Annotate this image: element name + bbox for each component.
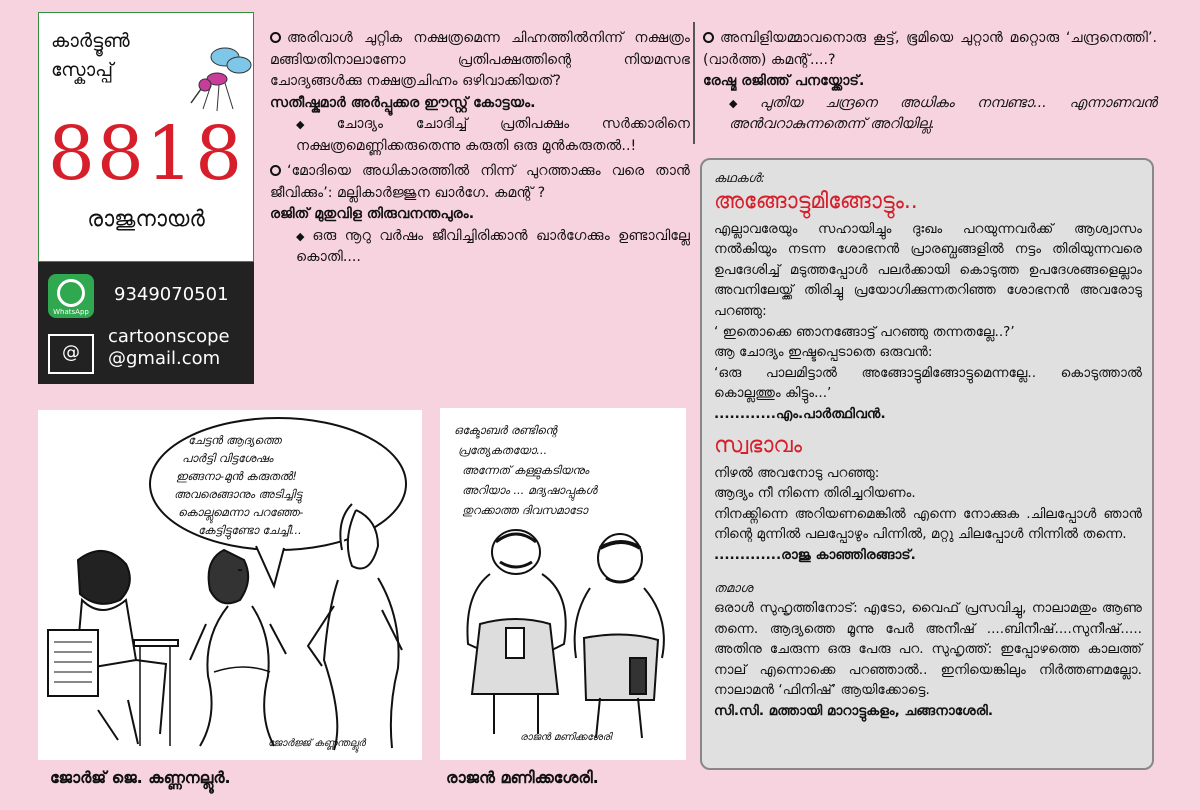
column-divider xyxy=(693,22,695,144)
story-paragraph: നിനക്ക്നിന്നെ അറിയണമെങ്കിൽ എന്നെ നോക്കുക .ചിലപ്പോൾ ഞാൻ നിന്റെ മുന്നിൽ പലപ്പോഴും പിന്നിൽ, മറ്റു ചിലപ്പോൾ നിന്നിൽ തന്നെ. xyxy=(714,505,1142,543)
speech-line: കേട്ടിട്ടുണ്ടോ ചേച്ചീ... xyxy=(198,523,302,537)
speech-line: അന്നേത് കള്ളുകടിയനും xyxy=(462,463,589,477)
answer xyxy=(270,114,690,157)
section-label-stories: കഥകൾ: xyxy=(714,170,765,185)
phone-number: 9349070501 xyxy=(114,284,229,305)
question-author: സതീഷ്കുമാർ അർപ്പൂക്കര ഈസ്റ്റ് കോട്ടയം. xyxy=(270,94,536,111)
answer-text: പുതിയ ചന്ദ്രനെ അധികം നമ്പണ്ടാ... എന്നാണവൻ അൻവറാകുന്നതെന്ന് അറിയില്ല. xyxy=(729,94,1157,132)
qa-column-middle xyxy=(270,28,690,269)
cartoonist-signature: രാജൻ മണിക്കശേരി xyxy=(520,732,612,743)
cartoonist-signature: ജോർജ്ജ് കണ്ണന്തല്ലൂർ xyxy=(268,738,366,749)
diamond-icon: ◆ xyxy=(296,229,309,243)
answer xyxy=(270,226,690,269)
masthead-title-panel xyxy=(38,12,254,262)
question-text: ‘മോദിയെ അധികാരത്തിൽ നിന്ന് പുറത്താക്കും വരെ താൻ ജീവിക്കും’: മല്ലികാർജ്ജുന ഖാർഗേ. കമന്റ് ? xyxy=(270,163,690,201)
speech-line: ഒക്ടോബർ രണ്ടിന്റെ xyxy=(454,423,557,437)
question xyxy=(703,28,1157,71)
speech-line: തുറക്കാത്ത ദിവസമാടോ xyxy=(462,503,588,517)
question-bullet-icon xyxy=(270,165,281,176)
story-title: അങ്ങോട്ടുമിങ്ങോട്ടും.. xyxy=(714,188,918,214)
question-bullet-icon xyxy=(270,32,281,43)
whatsapp-label: WhatsApp xyxy=(53,308,89,316)
story-paragraph: നിഴൽ അവനോടു പറഞ്ഞു: xyxy=(714,464,880,481)
diamond-icon: ◆ xyxy=(729,96,756,110)
cartoon-caption: ജോർജ് ജെ. കണ്ണനല്ലൂർ. xyxy=(50,768,231,787)
speech-line: പാർട്ടി വിട്ടശേഷം xyxy=(182,451,274,465)
speech-line: പ്രത്യേകതയോ... xyxy=(458,443,548,457)
column-title-line1: കാർട്ടൂൺ xyxy=(51,30,130,52)
contact-panel xyxy=(38,262,254,384)
section-label-joke: തമാശ xyxy=(714,579,753,595)
email-line1: cartoonscope xyxy=(108,326,230,347)
question xyxy=(270,28,690,93)
question-author: രജിത് മുതുവിള തിരുവനന്തപുരം. xyxy=(270,206,475,222)
story-title: സ്വഭാവം xyxy=(714,432,802,458)
answer-text: ചോദ്യം ചോദിച്ച് പ്രതിപക്ഷം സർക്കാരിനെ നക്ഷത്രമെണ്ണിക്കരുതെന്നു കരുതി ഒരു മുൻകരുതൽ..! xyxy=(296,116,690,154)
speech-line: അറിയാം ... മദ്യഷാപ്പുകൾ xyxy=(462,483,597,497)
cartoon-illustration xyxy=(440,408,686,760)
story-signature: ............എം.പാർത്ഥിവൻ. xyxy=(714,405,886,422)
question-text: അരിവാൾ ചുറ്റിക നക്ഷത്രമെന്ന ചിഹ്നത്തിൽനിന്ന് നക്ഷത്രം മങ്ങിയതിനാലാണോ പ്രതിപക്ഷത്തിന്റെ നിയമസഭ ചോദ്യങ്ങൾക്കു നക്ഷത്രചിഹ്നം ഒഴിവാക്കിയത്? xyxy=(270,30,690,89)
speech-line: ചേട്ടൻ ആദ്യത്തെ xyxy=(188,433,282,447)
masthead xyxy=(38,12,254,384)
email-line2: @gmail.com xyxy=(108,348,221,369)
story-paragraph: ‘ ഇതൊക്കെ ഞാനങ്ങോട്ട് പറഞ്ഞു തന്നതല്ലേ..?’ xyxy=(714,323,1015,340)
joke-signature: സി.സി. മത്തായി മാറാട്ടുകളം, ചങ്ങനാശേരി. xyxy=(714,703,994,720)
cartoon-illustration xyxy=(38,410,422,760)
story-paragraph: ‘ഒരു പാലമിട്ടാൽ അങ്ങോട്ടുമിങ്ങോട്ടുമെന്നല്ലേ.. കൊടുത്താൽ കൊല്ലത്തും കിട്ടും...’ xyxy=(714,364,1142,402)
question-bullet-icon xyxy=(703,32,714,43)
story-signature: .............രാജു കാഞ്ഞിരങ്ങാട്. xyxy=(714,546,916,563)
column-number: 8818 xyxy=(47,111,245,197)
answer-text: ഒരു നൂറു വർഷം ജീവിച്ചിരിക്കാൻ ഖാർഗേക്കും ഉണ്ടാവില്ലേ കൊതി.... xyxy=(296,227,690,265)
question-author: രേഷ്മ രജിത്ത് പനയ്ക്കോട്. xyxy=(703,73,865,89)
column-title-line2: സ്കോപ്പ് xyxy=(51,59,114,81)
mosquito-icon xyxy=(189,43,255,113)
email-icon: @ xyxy=(48,334,94,374)
joke-text: ഒരാൾ സുഹൃത്തിനോട്: എടോ, വൈഫ് പ്രസവിച്ചു, നാലാമതും ആണു തന്നെ. ആദ്യത്തെ മൂന്നു പേർ അനീഷ് ....ബിനീഷ്....സുനീഷ്..... അതിനു ചേരുന്ന ഒരു പേരു പറ. സുഹൃത്ത്: ഇപ്പോഴത്തെ കാലത്ത് നാല് എന്നൊക്കെ പറഞ്ഞാൽ.. ഇനിയെങ്കിലും നിർത്തണമല്ലോ. നാലാമൻ ‘ഫിനിഷ്’ ആയിക്കോട്ടെ. xyxy=(714,600,1142,699)
question-text: അമ്പിളിയമ്മാവനൊരു കൂട്ട്, ഭൂമിയെ ചുറ്റാൻ മറ്റൊരു ‘ചന്ദ്രനെത്തി’. (വാർത്ത) കമന്റ്....? xyxy=(703,30,1157,68)
story-paragraph: എല്ലാവരേയും സഹായിച്ചും ദുഃഖം പറയുന്നവർക്ക് ആശ്വാസം നൽകിയും നടന്ന ശോഭനൻ പ്രാരബ്ധങ്ങളിൽ നട്ടം തിരിയുന്നവരെ ഉപദേശിച്ച് മടുത്തപ്പോൾ പലർക്കായി കൊടുത്ത ഉപദേശങ്ങളെല്ലാം അവനിലേയ്ക്ക് തിരിച്ചു പ്രയോഗിക്കുന്നതറിഞ്ഞ ശോഭനൻ അവരോടു പറഞ്ഞു: xyxy=(714,220,1142,319)
column-title xyxy=(51,27,130,85)
question xyxy=(270,161,690,204)
speech-line: കൊല്ലുമെന്നാ പറഞ്ഞേ- xyxy=(178,505,304,519)
whatsapp-icon xyxy=(48,274,94,318)
story-paragraph: ആ ചോദ്യം ഇഷ്ടപ്പെടാതെ ഒരുവൻ: xyxy=(714,344,933,361)
cartoon-caption: രാജൻ മണിക്കശേരി. xyxy=(446,768,599,787)
email-address xyxy=(108,326,230,370)
story-paragraph: ആദ്യം നീ നിന്നെ തിരിച്ചറിയണം. xyxy=(714,485,916,502)
stories-box xyxy=(700,158,1154,770)
qa-column-right xyxy=(703,28,1157,136)
answer xyxy=(703,93,1157,136)
diamond-icon: ◆ xyxy=(296,118,333,131)
column-author: രാജുനായർ xyxy=(87,207,205,232)
speech-line: ഇങ്ങനാ-മുൻ കരുതൽ! xyxy=(176,469,297,483)
speech-line: അവരെങ്ങാനും അടിച്ചിട്ടു xyxy=(174,487,302,501)
